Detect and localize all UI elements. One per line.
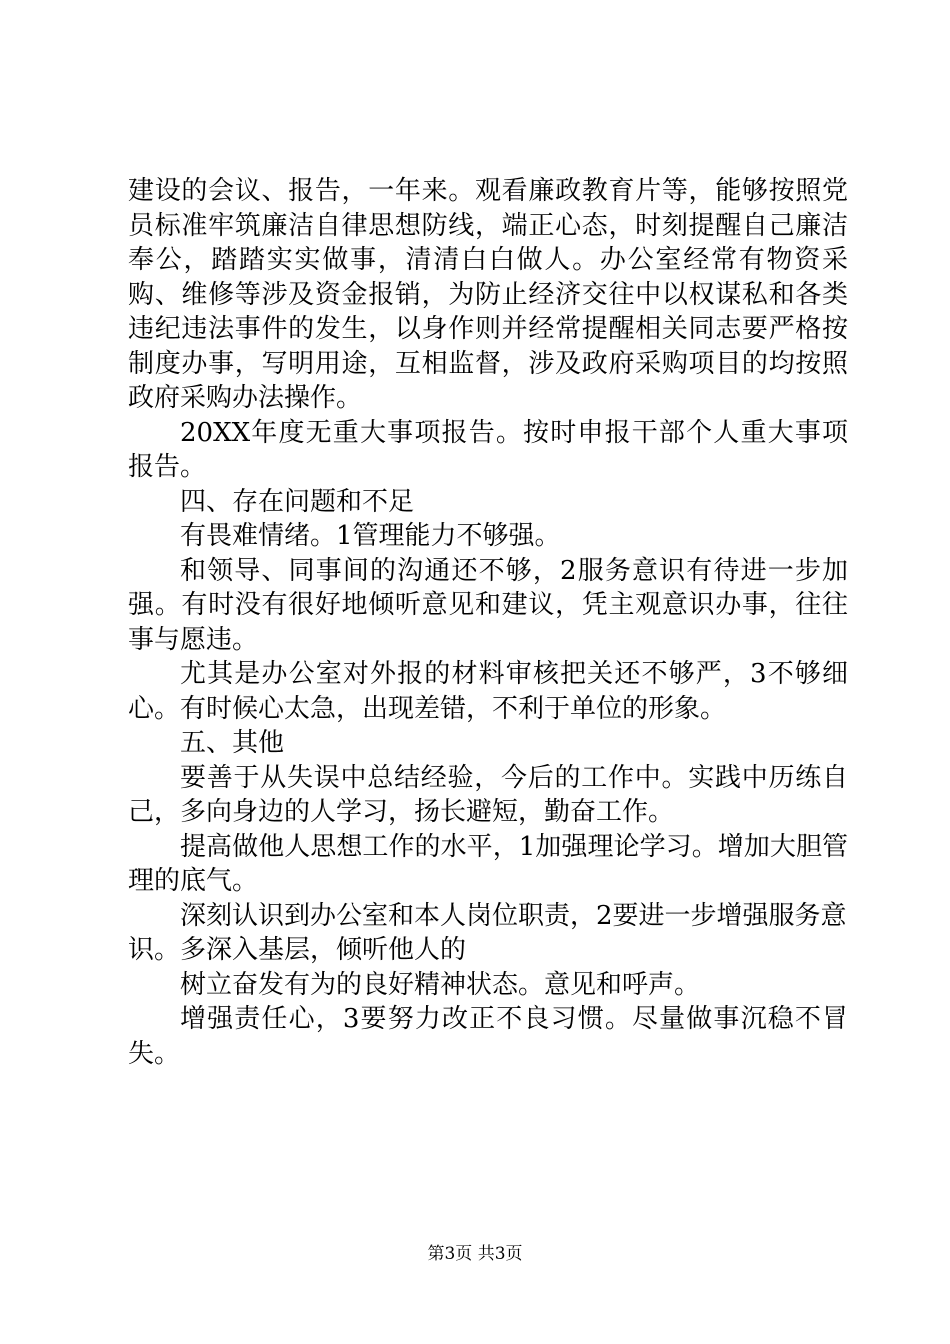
paragraph-problem-1: 有畏难情绪。1管理能力不够强。	[180, 521, 561, 551]
paragraph-other-1: 提高做他人思想工作的水平，1加强理论学习。增加大胆管理的底气。	[128, 831, 848, 896]
paragraph-integrity-conduct: 建设的会议、报告，一年来。观看廉政教育片等，能够按照党员标准牢筑廉洁自律思想防线，端正心态，时刻提醒自己廉洁奉公，踏踏实实做事，清清白白做人。办公室经常有物资采购、维修等涉及资金报销，为防止经济交往中以权谋私和各类违纪违法事件的发生，以身作则并经常提醒相关同志要严格按制度办事，写明用途，互相监督，涉及政府采购项目的均按照政府采购办法操作。	[128, 176, 848, 413]
paragraph-problem-3: 尤其是办公室对外报的材料审核把关还不够严，3不够细心。有时候心太急，出现差错，不利于单位的形象。	[128, 659, 848, 724]
paragraph-major-matters-report: 20XX年度无重大事项报告。按时申报干部个人重大事项报告。	[128, 417, 848, 482]
paragraph-other-intro: 要善于从失误中总结经验，今后的工作中。实践中历练自己，多向身边的人学习，扬长避短，勤奋工作。	[128, 762, 848, 827]
section-heading-other: 五、其他	[180, 728, 285, 758]
page-number-footer: 第3页 共3页	[427, 1244, 523, 1264]
paragraph-other-3: 增强责任心，3要努力改正不良习惯。尽量做事沉稳不冒失。	[128, 1004, 848, 1069]
section-heading-problems: 四、存在问题和不足	[180, 486, 415, 517]
paragraph-problem-2: 和领导、同事间的沟通还不够，2服务意识有待进一步加强。有时没有很好地倾听意见和建议，凭主观意识办事，往往事与愿违。	[128, 555, 848, 655]
paragraph-other-2-continued: 树立奋发有为的良好精神状态。意见和呼声。	[180, 969, 701, 1000]
document-body	[128, 174, 848, 1071]
paragraph-other-2: 深刻认识到办公室和本人岗位职责，2要进一步增强服务意识。多深入基层，倾听他人的	[128, 900, 847, 965]
